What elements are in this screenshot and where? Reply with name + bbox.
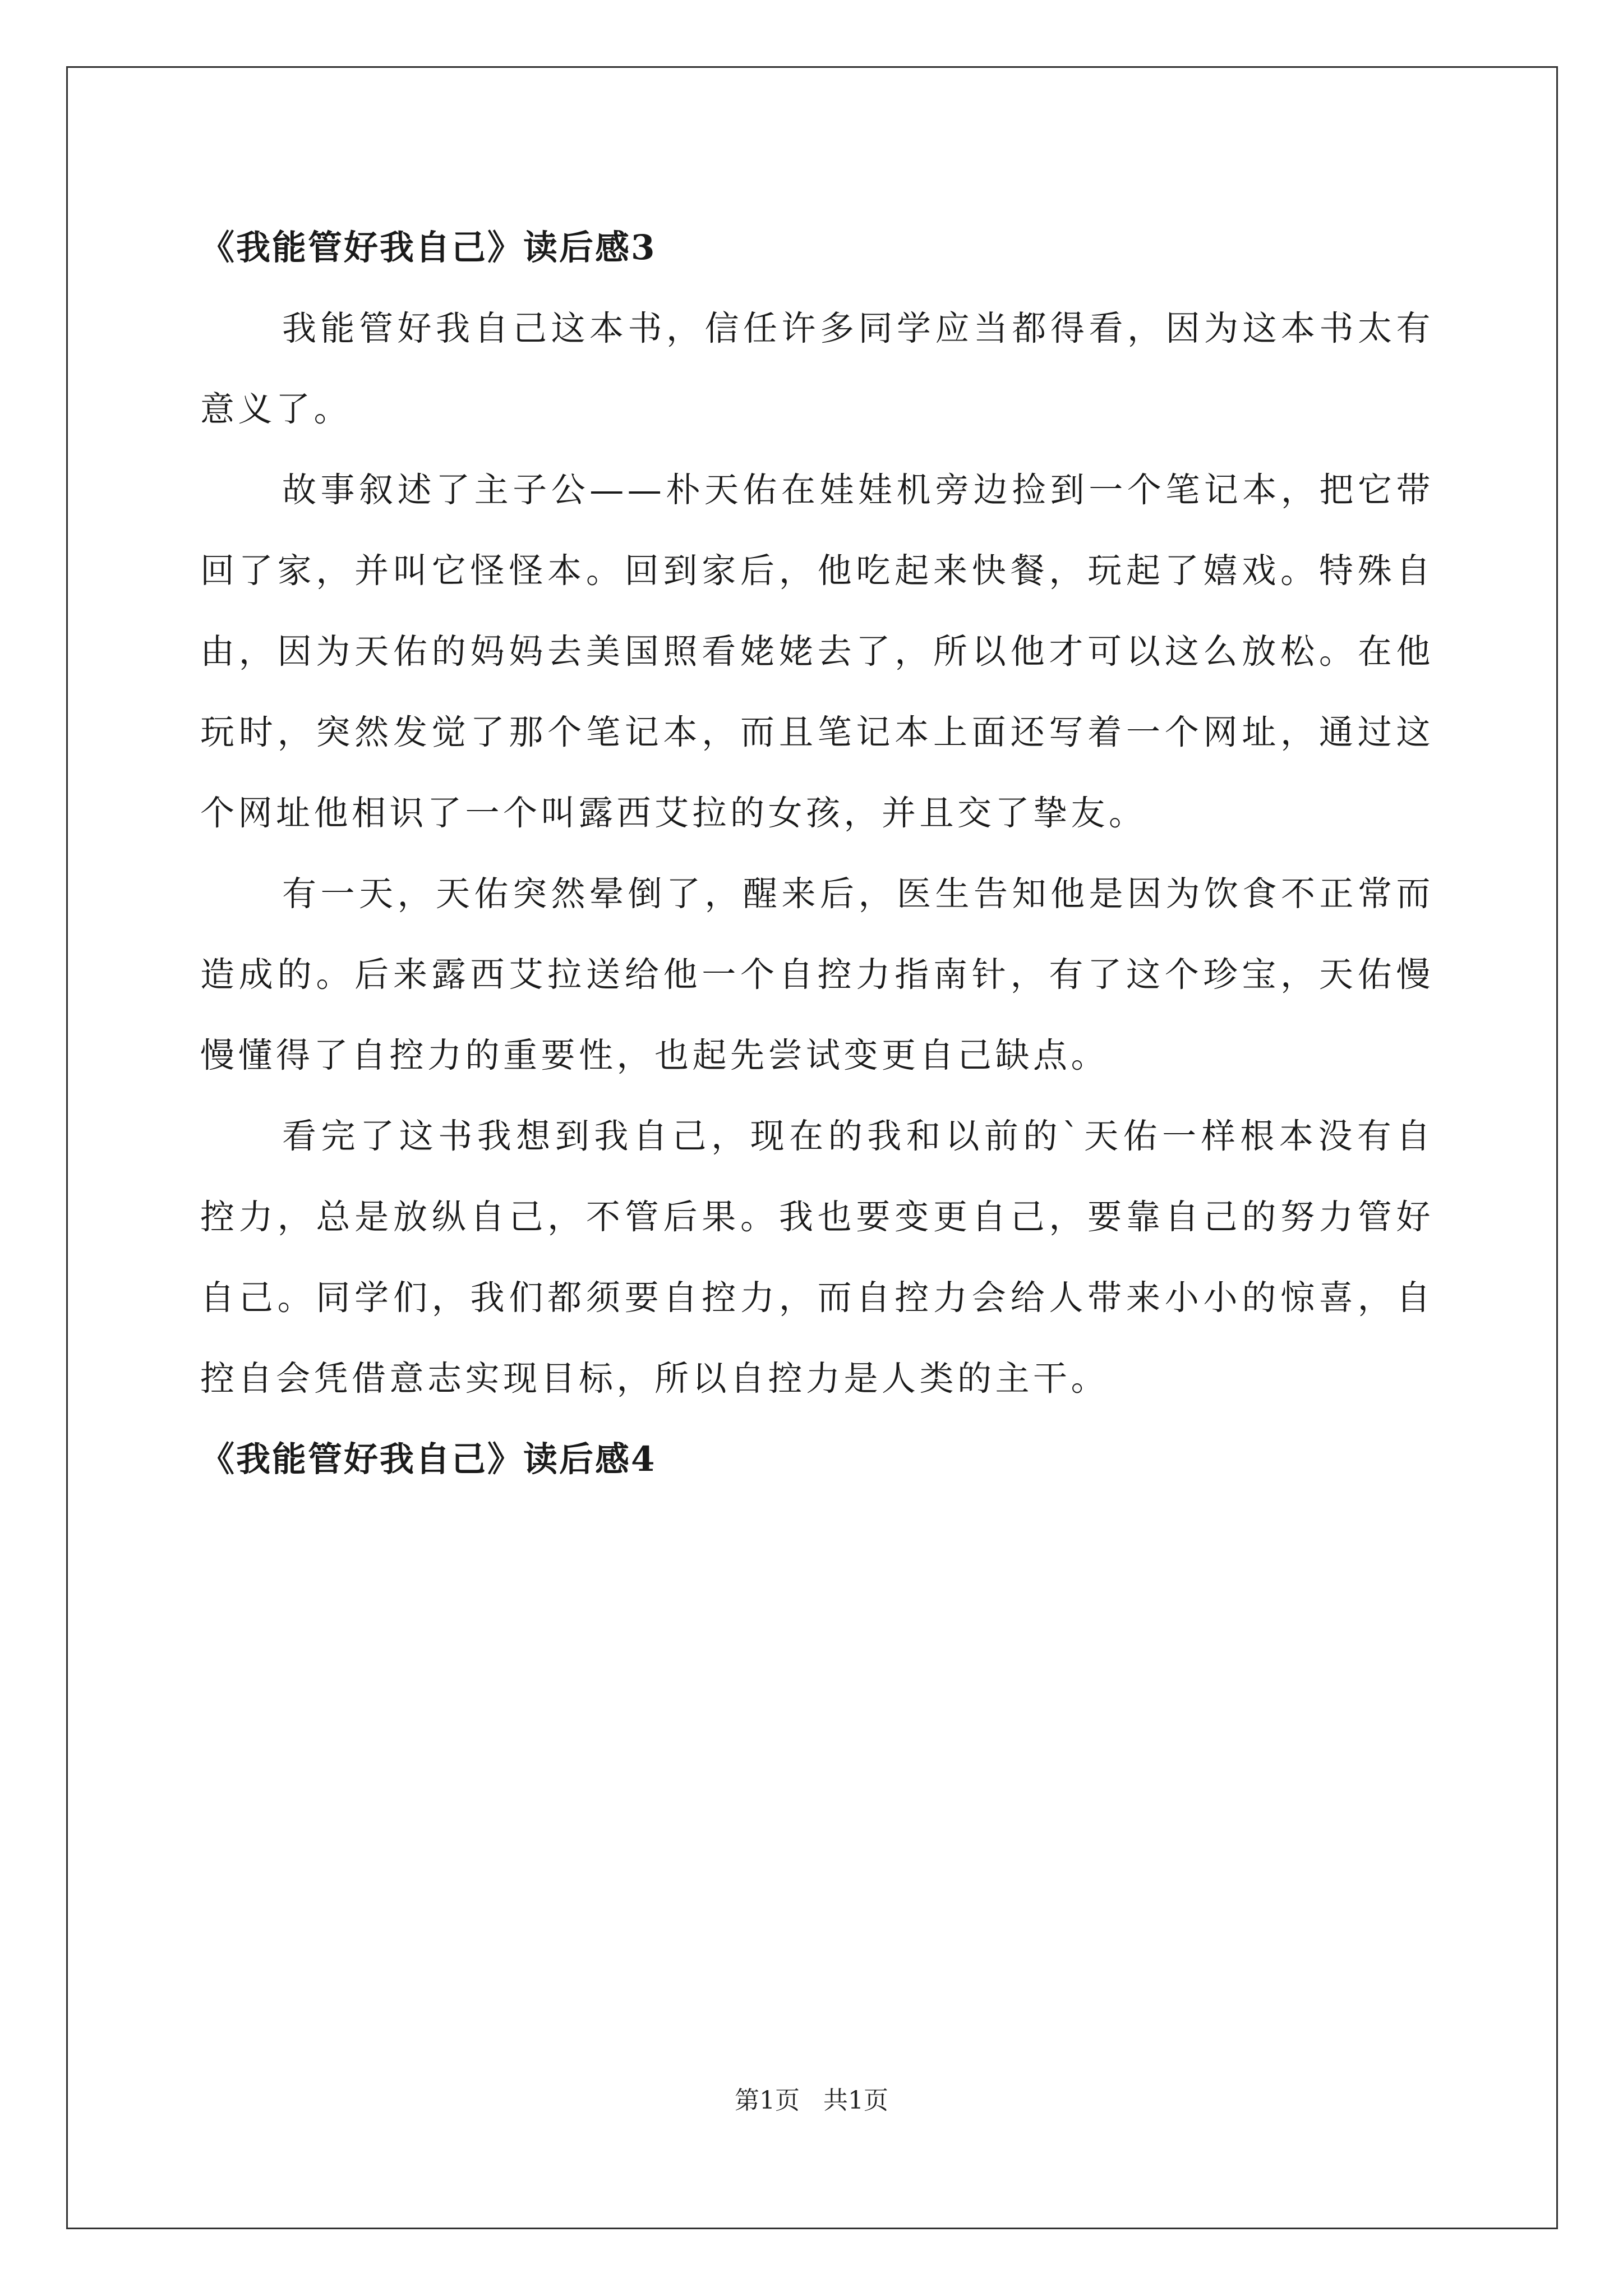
paragraph: 看完了这书我想到我自己，现在的我和以前的`天佑一样根本没有自控力，总是放纵自己，不管后果。我也要变更自己，要靠自己的努力管好自己。同学们，我们都须要自控力，而自控力会给人带来小小的惊喜，自控自会凭借意志实现目标，所以自控力是人类的主干。 — [200, 1116, 1434, 1398]
page-footer: 第1页 共1页 — [735, 2086, 888, 2115]
paragraph: 有一天，天佑突然晕倒了，醒来后，医生告知他是因为饮食不正常而造成的。后来露西艾拉送给他一个自控力指南针，有了这个珍宝，天佑慢慢懂得了自控力的重要性，也起先尝试变更自己缺点。 — [200, 874, 1434, 1075]
paragraph: 故事叙述了主子公——朴天佑在娃娃机旁边捡到一个笔记本，把它带回了家，并叫它怪怪本。回到家后，他吃起来快餐，玩起了嬉戏。特殊自由，因为天佑的妈妈去美国照看姥姥去了，所以他才可以这么放松。在他玩时，突然发觉了那个笔记本，而且笔记本上面还写着一个网址，通过这个网址他相识了一个叫露西艾拉的女孩，并且交了挚友。 — [200, 470, 1434, 833]
document-body — [200, 208, 1434, 1500]
paragraph: 我能管好我自己这本书，信任许多同学应当都得看，因为这本书太有意义了。 — [200, 309, 1434, 429]
section-title: 《我能管好我自己》读后感4 — [200, 1439, 657, 1479]
section-title: 《我能管好我自己》读后感3 — [200, 228, 657, 268]
